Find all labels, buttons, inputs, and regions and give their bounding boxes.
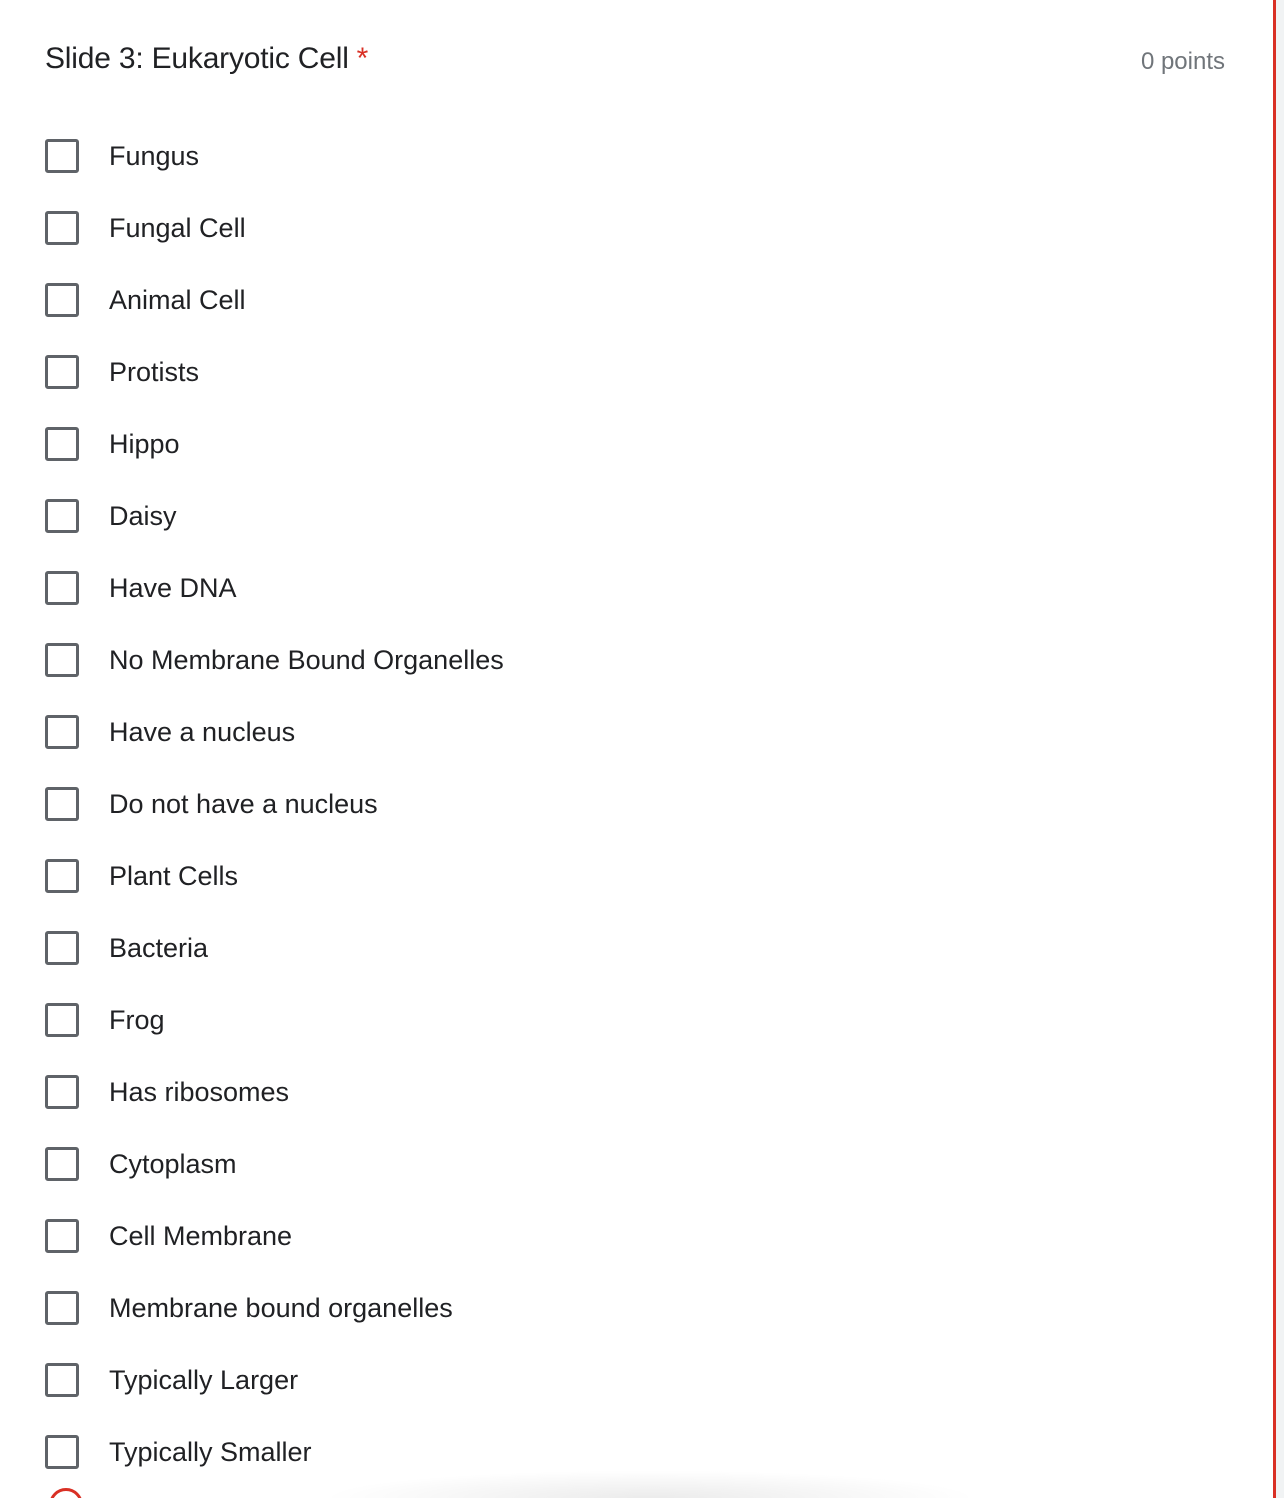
option-label: Protists [109, 356, 200, 387]
points-label: 0 points [1140, 48, 1225, 75]
checkbox-option[interactable] [45, 912, 1225, 984]
option-label: Membrane bound organelles [109, 1292, 453, 1323]
checkbox-unchecked-icon[interactable] [45, 211, 79, 245]
checkbox-unchecked-icon[interactable] [45, 1291, 79, 1325]
question-header [45, 38, 1225, 86]
option-label: Typically Larger [109, 1364, 299, 1395]
checkbox-option[interactable] [45, 1128, 1225, 1200]
checkbox-unchecked-icon[interactable] [45, 1435, 79, 1469]
checkbox-unchecked-icon[interactable] [45, 859, 79, 893]
checkbox-option[interactable] [45, 768, 1225, 840]
checkbox-unchecked-icon[interactable] [45, 499, 79, 533]
checkbox-option[interactable] [45, 408, 1225, 480]
option-label: Cell Membrane [109, 1220, 293, 1251]
required-asterisk: * [356, 42, 369, 75]
checkbox-option[interactable] [45, 1272, 1225, 1344]
option-label: Cytoplasm [109, 1148, 237, 1179]
option-label: No Membrane Bound Organelles [109, 644, 504, 675]
checkbox-option[interactable] [45, 840, 1225, 912]
checkbox-option[interactable] [45, 552, 1225, 624]
option-label: Plant Cells [109, 860, 239, 891]
checkbox-unchecked-icon[interactable] [45, 427, 79, 461]
checkbox-option[interactable] [45, 336, 1225, 408]
option-label: Daisy [109, 500, 177, 531]
option-label: Have a nucleus [109, 716, 296, 747]
checkbox-unchecked-icon[interactable] [45, 1147, 79, 1181]
scroll-shadow [320, 1470, 980, 1498]
option-label: Fungal Cell [109, 212, 246, 243]
checkbox-option[interactable] [45, 696, 1225, 768]
checkbox-option[interactable] [45, 192, 1225, 264]
checkbox-unchecked-icon[interactable] [45, 1075, 79, 1109]
option-label: Hippo [109, 428, 180, 459]
checkbox-option[interactable] [45, 624, 1225, 696]
option-label: Bacteria [109, 932, 209, 963]
checkbox-options-list [45, 120, 1225, 1488]
question-title-text: Slide 3: Eukaryotic Cell [45, 42, 349, 75]
option-label: Fungus [109, 140, 200, 171]
checkbox-unchecked-icon[interactable] [45, 715, 79, 749]
checkbox-unchecked-icon[interactable] [45, 787, 79, 821]
checkbox-option[interactable] [45, 1056, 1225, 1128]
checkbox-option[interactable] [45, 1200, 1225, 1272]
checkbox-option[interactable] [45, 1344, 1225, 1416]
checkbox-option[interactable] [45, 120, 1225, 192]
checkbox-unchecked-icon[interactable] [45, 139, 79, 173]
option-label: Frog [109, 1004, 165, 1035]
option-label: Typically Smaller [109, 1436, 312, 1467]
checkbox-unchecked-icon[interactable] [45, 355, 79, 389]
checkbox-option[interactable] [45, 264, 1225, 336]
question-title [45, 42, 368, 76]
checkbox-unchecked-icon[interactable] [45, 1003, 79, 1037]
page-background-gutter [1276, 0, 1284, 1498]
checkbox-unchecked-icon[interactable] [45, 571, 79, 605]
checkbox-unchecked-icon[interactable] [45, 283, 79, 317]
option-label: Do not have a nucleus [109, 788, 378, 819]
option-label: Has ribosomes [109, 1076, 290, 1107]
option-label: Animal Cell [109, 284, 246, 315]
checkbox-unchecked-icon[interactable] [45, 931, 79, 965]
error-circle-icon [49, 1488, 83, 1498]
checkbox-option[interactable] [45, 984, 1225, 1056]
option-label: Have DNA [109, 572, 237, 603]
checkbox-option[interactable] [45, 480, 1225, 552]
checkbox-unchecked-icon[interactable] [45, 1363, 79, 1397]
checkbox-unchecked-icon[interactable] [45, 643, 79, 677]
checkbox-unchecked-icon[interactable] [45, 1219, 79, 1253]
